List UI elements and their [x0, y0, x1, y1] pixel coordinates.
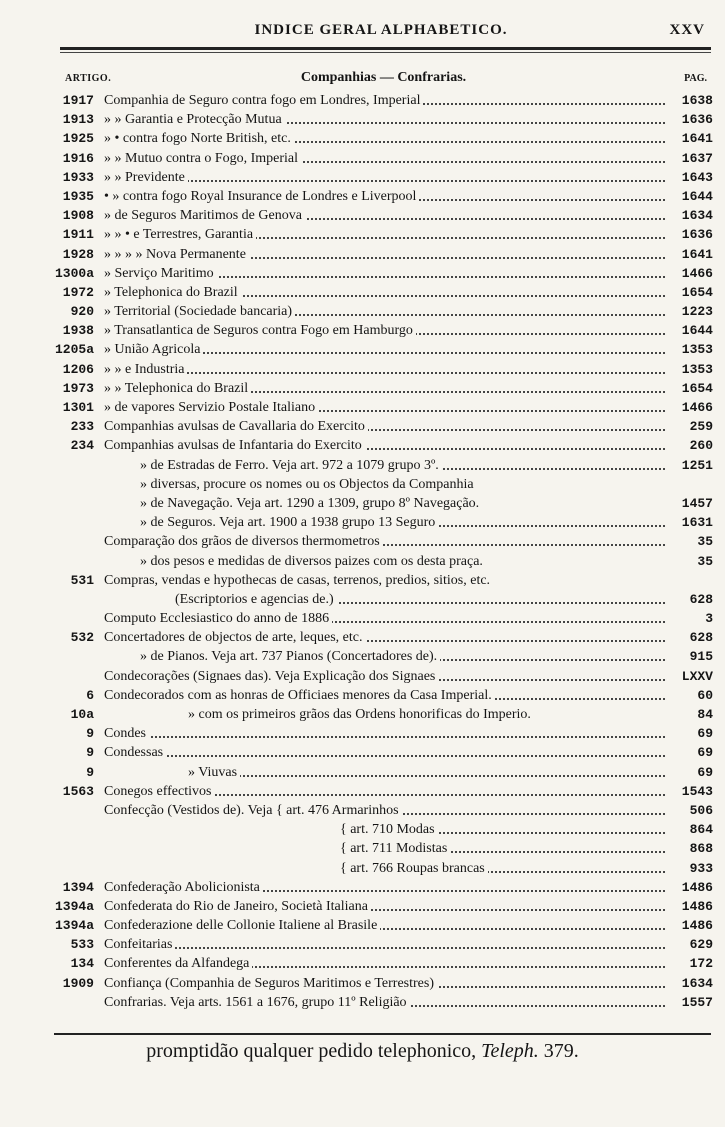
- entry-text-container: [104, 743, 665, 762]
- entry-text-container: [104, 609, 665, 628]
- entry-text: (Escriptorios e agencias de.): [175, 592, 337, 607]
- entry-article-number: 531: [70, 572, 94, 588]
- entry-text-container: [104, 302, 665, 321]
- entry-page-number: 864: [689, 822, 713, 838]
- index-entry: [0, 494, 725, 513]
- entry-text-container: [140, 513, 665, 532]
- entry-page-number: 259: [689, 419, 713, 435]
- entry-page-number: 1251: [681, 457, 713, 473]
- entry-page-number: 1557: [681, 994, 713, 1010]
- entry-page-number: 915: [689, 649, 713, 665]
- entry-text-container: [104, 149, 665, 168]
- index-entry: [0, 667, 725, 686]
- entry-article-number: 233: [70, 419, 94, 435]
- index-entry: [0, 801, 725, 820]
- entry-text-container: [104, 264, 665, 283]
- entry-text-container: [104, 417, 665, 436]
- entry-page-number: 628: [689, 591, 713, 607]
- entry-page-number: 506: [689, 802, 713, 818]
- entry-text: Condecorados com as honras de Officiaes menores da Casa Imperial.: [104, 688, 495, 703]
- index-entry: [0, 916, 725, 935]
- entry-text: { art. 766 Roupas brancas: [340, 861, 488, 876]
- index-entry: [0, 897, 725, 916]
- index-entry: [0, 974, 725, 993]
- entry-text: » » • e Terrestres, Garantia: [104, 227, 256, 242]
- entry-text: Comparação dos grãos de diversos thermometros: [104, 534, 383, 549]
- entry-text: » » Garantia e Protecção Mutua: [104, 112, 285, 127]
- entry-text: » • contra fogo Norte British, etc.: [104, 131, 294, 146]
- entry-text-container: [104, 667, 665, 686]
- index-entry: [0, 590, 725, 609]
- entry-page-number: 1641: [681, 246, 713, 262]
- entry-page-number: 1486: [681, 898, 713, 914]
- entry-page-number: 1636: [681, 227, 713, 243]
- entry-text-container: [104, 571, 665, 590]
- entry-text: » Serviço Maritimo: [104, 266, 217, 281]
- entry-article-number: 234: [70, 438, 94, 454]
- entry-text: Compras, vendas e hypothecas de casas, terrenos, predios, sitios, etc.: [104, 573, 493, 588]
- entry-text: Confederação Abolicionista: [104, 880, 263, 895]
- footer-phone-label: Teleph.: [481, 1040, 539, 1062]
- entry-text: » de Seguros. Veja art. 1900 a 1938 grupo 13 Seguro: [140, 515, 438, 530]
- index-entry: [0, 168, 725, 187]
- index-entry: [0, 149, 725, 168]
- footer-text: promptidão qualquer pedido telephonico,: [146, 1040, 482, 1062]
- entry-page-number: 69: [697, 745, 713, 761]
- entry-text: » diversas, procure os nomes ou os Objectos da Companhia: [140, 477, 477, 492]
- index-entry: [0, 321, 725, 340]
- index-entry: [0, 513, 725, 532]
- entry-article-number: 9: [86, 745, 94, 761]
- entry-text-container: [104, 168, 665, 187]
- index-entry: [0, 436, 725, 455]
- entry-text: » Telephonica do Brazil: [104, 285, 241, 300]
- entry-text-container: [104, 398, 665, 417]
- entry-text: { art. 710 Modas: [340, 822, 438, 837]
- index-entry: [0, 264, 725, 283]
- entry-text-container: [104, 878, 665, 897]
- entry-text: Confeitarias: [104, 937, 175, 952]
- entry-text-container: [140, 494, 665, 513]
- index-entry: [0, 571, 725, 590]
- entry-text: Conegos effectivos: [104, 784, 214, 799]
- index-entry: [0, 417, 725, 436]
- entry-article-number: 1206: [62, 361, 94, 377]
- entry-page-number: 1638: [681, 93, 713, 108]
- artigo-column-header: ARTIGO.: [65, 73, 112, 84]
- entry-page-number: 1634: [681, 975, 713, 991]
- entry-text-container: [104, 993, 665, 1012]
- entry-article-number: 920: [70, 304, 94, 320]
- index-entry: [0, 859, 725, 878]
- entry-text: Condessas: [104, 745, 166, 760]
- entry-text: Confederazione delle Collonie Italiene al Brasile: [104, 918, 380, 933]
- dot-leader: [104, 372, 665, 374]
- entry-text: » dos pesos e medidas de diversos paizes com os desta praça.: [140, 554, 486, 569]
- index-entry: [0, 705, 725, 724]
- entry-article-number: 1205a: [54, 342, 94, 358]
- entry-text: » Viuvas: [188, 765, 240, 780]
- entry-text: » » Telephonica do Brazil: [104, 381, 251, 396]
- entry-page-number: 1631: [681, 515, 713, 531]
- index-entry: [0, 302, 725, 321]
- entry-text: » Territorial (Sociedade bancaria): [104, 304, 295, 319]
- entry-page-number: 1353: [681, 342, 713, 358]
- entry-page-number: 60: [697, 687, 713, 703]
- entry-article-number: 10a: [70, 707, 94, 722]
- index-entry: [0, 283, 725, 302]
- entry-page-number: 260: [689, 438, 713, 454]
- entry-text-container: [104, 340, 665, 359]
- entry-text: » União Agricola: [104, 342, 203, 357]
- entry-page-number: 84: [697, 707, 713, 722]
- index-entry: [0, 532, 725, 551]
- entry-page-number: 1643: [681, 169, 713, 185]
- entry-text-container: [140, 475, 665, 494]
- section-heading: Companhias — Confrarias.: [300, 70, 467, 85]
- index-entry: [0, 340, 725, 359]
- dot-leader: [104, 947, 665, 949]
- entry-article-number: 1394a: [54, 918, 94, 934]
- entry-text-container: [104, 225, 665, 244]
- entry-page-number: 69: [697, 764, 713, 780]
- entry-article-number: 1925: [62, 131, 94, 147]
- index-entry: [0, 839, 725, 858]
- entry-text-container: [188, 763, 665, 782]
- entry-text-container: [104, 379, 665, 398]
- entry-text-container: [104, 321, 665, 340]
- index-entry: [0, 935, 725, 954]
- entry-page-number: 1486: [681, 918, 713, 934]
- entry-article-number: 1917: [62, 93, 94, 108]
- entry-page-number: 1543: [681, 783, 713, 799]
- entry-text-container: [175, 590, 665, 609]
- entry-text: Computo Ecclesiastico do anno de 1886: [104, 611, 332, 626]
- entry-text: » » » » Nova Permanente: [104, 247, 249, 262]
- entry-article-number: 1972: [62, 284, 94, 300]
- entry-text-container: [104, 245, 665, 264]
- entry-page-number: 868: [689, 841, 713, 857]
- page-column-header: PAG.: [684, 73, 707, 84]
- page-title: INDICE GERAL ALPHABETICO.: [254, 22, 508, 38]
- index-entry: [0, 225, 725, 244]
- entry-text: Confederata do Rio de Janeiro, Società Italiana: [104, 899, 371, 914]
- entry-article-number: 1911: [62, 227, 94, 243]
- entry-text-container: [104, 801, 665, 820]
- index-entry: [0, 820, 725, 839]
- entry-text: » de vapores Servizio Postale Italiano: [104, 400, 318, 415]
- index-entry: [0, 91, 725, 110]
- index-entry: [0, 379, 725, 398]
- entry-page-number: 1644: [681, 323, 713, 339]
- entry-text-container: [104, 110, 665, 129]
- entry-text: Condecorações (Signaes das). Veja Explicação dos Signaes: [104, 669, 438, 684]
- entry-text: » » Mutuo contra o Fogo, Imperial: [104, 151, 301, 166]
- entry-article-number: 533: [70, 937, 94, 953]
- dot-leader: [188, 775, 665, 777]
- index-entry: [0, 763, 725, 782]
- page-number: XXV: [669, 22, 705, 38]
- entry-text-container: [340, 839, 665, 858]
- index-entries: [0, 91, 725, 1012]
- entry-text-container: [104, 360, 665, 379]
- entry-text: » de Pianos. Veja art. 737 Pianos (Concertadores de).: [140, 649, 440, 664]
- index-entry: [0, 724, 725, 743]
- entry-article-number: 1908: [62, 208, 94, 224]
- entry-article-number: 1394a: [54, 898, 94, 914]
- entry-text-container: [104, 724, 665, 743]
- header-rule-thick: [60, 47, 711, 50]
- entry-page-number: 1457: [681, 495, 713, 511]
- entry-text: » de Estradas de Ferro. Veja art. 972 a 1079 grupo 3º.: [140, 458, 442, 473]
- entry-text-container: [104, 187, 665, 206]
- index-entry: [0, 954, 725, 973]
- entry-article-number: 1938: [62, 323, 94, 339]
- entry-text: { art. 711 Modistas: [340, 841, 450, 856]
- index-entry: [0, 993, 725, 1012]
- entry-text: Conferentes da Alfandega: [104, 956, 252, 971]
- entry-text-container: [104, 782, 665, 801]
- entry-article-number: 532: [70, 630, 94, 646]
- index-entry: [0, 628, 725, 647]
- entry-text: Confiança (Companhia de Seguros Maritimos e Terrestres): [104, 976, 437, 991]
- entry-text-container: [104, 628, 665, 647]
- entry-article-number: 1301: [62, 400, 94, 415]
- entry-article-number: 134: [70, 956, 94, 972]
- index-entry: [0, 782, 725, 801]
- index-entry: [0, 647, 725, 666]
- index-entry: [0, 475, 725, 494]
- entry-article-number: 1916: [62, 150, 94, 166]
- entry-text-container: [140, 647, 665, 666]
- entry-text-container: [104, 283, 665, 302]
- entry-page-number: 1634: [681, 208, 713, 224]
- index-entry: [0, 686, 725, 705]
- entry-page-number: 1466: [681, 400, 713, 415]
- index-entry: [0, 206, 725, 225]
- entry-page-number: 3: [705, 611, 713, 627]
- entry-text: » Transatlantica de Seguros contra Fogo em Hamburgo: [104, 323, 416, 338]
- index-entry: [0, 609, 725, 628]
- entry-page-number: 1644: [681, 188, 713, 204]
- entry-article-number: 6: [86, 687, 94, 703]
- index-entry: [0, 743, 725, 762]
- entry-text: Confecção (Vestidos de). Veja { art. 476 Armarinhos: [104, 803, 402, 818]
- entry-article-number: 1928: [62, 246, 94, 262]
- entry-page-number: 933: [689, 860, 713, 876]
- entry-article-number: 1563: [62, 783, 94, 799]
- entry-page-number: 172: [689, 956, 713, 972]
- entry-text: » de Seguros Maritimos de Genova: [104, 208, 305, 223]
- entry-article-number: 1933: [62, 169, 94, 185]
- index-entry: [0, 398, 725, 417]
- entry-page-number: 35: [697, 534, 713, 550]
- dot-leader: [104, 180, 665, 182]
- entry-text-container: [140, 552, 665, 571]
- entry-page-number: 1654: [681, 284, 713, 300]
- entry-text-container: [188, 705, 665, 724]
- index-entry: [0, 129, 725, 148]
- entry-text-container: [340, 820, 665, 839]
- entry-text-container: [140, 456, 665, 475]
- entry-text-container: [340, 859, 665, 878]
- entry-page-number: 35: [697, 553, 713, 569]
- entry-text-container: [104, 897, 665, 916]
- entry-text-container: [104, 436, 665, 455]
- entry-text-container: [104, 532, 665, 551]
- footer-phone-number: 379.: [538, 1040, 579, 1062]
- header-rule-thin: [60, 52, 711, 53]
- entry-text: » de Navegação. Veja art. 1290 a 1309, grupo 8º Navegação.: [140, 496, 482, 511]
- entry-text: Confrarias. Veja arts. 1561 a 1676, grupo 11º Religião: [104, 995, 410, 1010]
- entry-article-number: 1935: [62, 188, 94, 204]
- entry-page-number: 629: [689, 937, 713, 953]
- page-header: [55, 20, 707, 42]
- entry-article-number: 9: [86, 726, 94, 742]
- entry-page-number: 1353: [681, 361, 713, 377]
- entry-page-number: 1654: [681, 380, 713, 396]
- entry-text-container: [104, 954, 665, 973]
- entry-article-number: 1394: [62, 879, 94, 895]
- entry-page-number: LXXV: [681, 668, 713, 684]
- entry-text-container: [104, 935, 665, 954]
- dot-leader: [104, 736, 665, 738]
- index-entry: [0, 110, 725, 129]
- entry-text: Companhias avulsas de Infantaria do Exercito: [104, 438, 365, 453]
- entry-text-container: [104, 974, 665, 993]
- index-entry: [0, 360, 725, 379]
- entry-text-container: [104, 206, 665, 225]
- index-entry: [0, 552, 725, 571]
- index-entry: [0, 187, 725, 206]
- index-entry: [0, 878, 725, 897]
- entry-page-number: 628: [689, 630, 713, 646]
- column-headers: [60, 70, 707, 88]
- entry-page-number: 1641: [681, 131, 713, 147]
- entry-text-container: [104, 91, 665, 110]
- entry-text: Companhia de Seguro contra fogo em Londres, Imperial: [104, 93, 423, 108]
- index-entry: [0, 456, 725, 475]
- entry-text: Concertadores de objectos de arte, leques, etc.: [104, 630, 366, 645]
- entry-text: » » Previdente: [104, 170, 188, 185]
- entry-article-number: 9: [86, 764, 94, 780]
- entry-page-number: 69: [697, 726, 713, 742]
- entry-page-number: 1636: [681, 112, 713, 128]
- entry-article-number: 1909: [62, 975, 94, 991]
- entry-page-number: 1486: [681, 879, 713, 895]
- entry-text: • » contra fogo Royal Insurance de Londres e Liverpool: [104, 189, 419, 204]
- footer-rule: [54, 1033, 711, 1035]
- entry-text-container: [104, 916, 665, 935]
- entry-text: Condes: [104, 726, 149, 741]
- footer-note: [0, 1040, 725, 1063]
- entry-text: Companhias avulsas de Cavallaria do Exercito: [104, 419, 368, 434]
- index-entry: [0, 245, 725, 264]
- entry-article-number: 1300a: [54, 265, 94, 281]
- dot-leader: [104, 755, 665, 757]
- entry-text: » com os primeiros grãos das Ordens honorificas do Imperio.: [188, 707, 534, 722]
- entry-page-number: 1223: [681, 304, 713, 320]
- entry-text-container: [104, 129, 665, 148]
- entry-article-number: 1913: [62, 112, 94, 128]
- entry-page-number: 1466: [681, 265, 713, 281]
- entry-text: » » e Industria: [104, 362, 187, 377]
- entry-article-number: 1973: [62, 380, 94, 396]
- entry-text-container: [104, 686, 665, 705]
- entry-page-number: 1637: [681, 150, 713, 166]
